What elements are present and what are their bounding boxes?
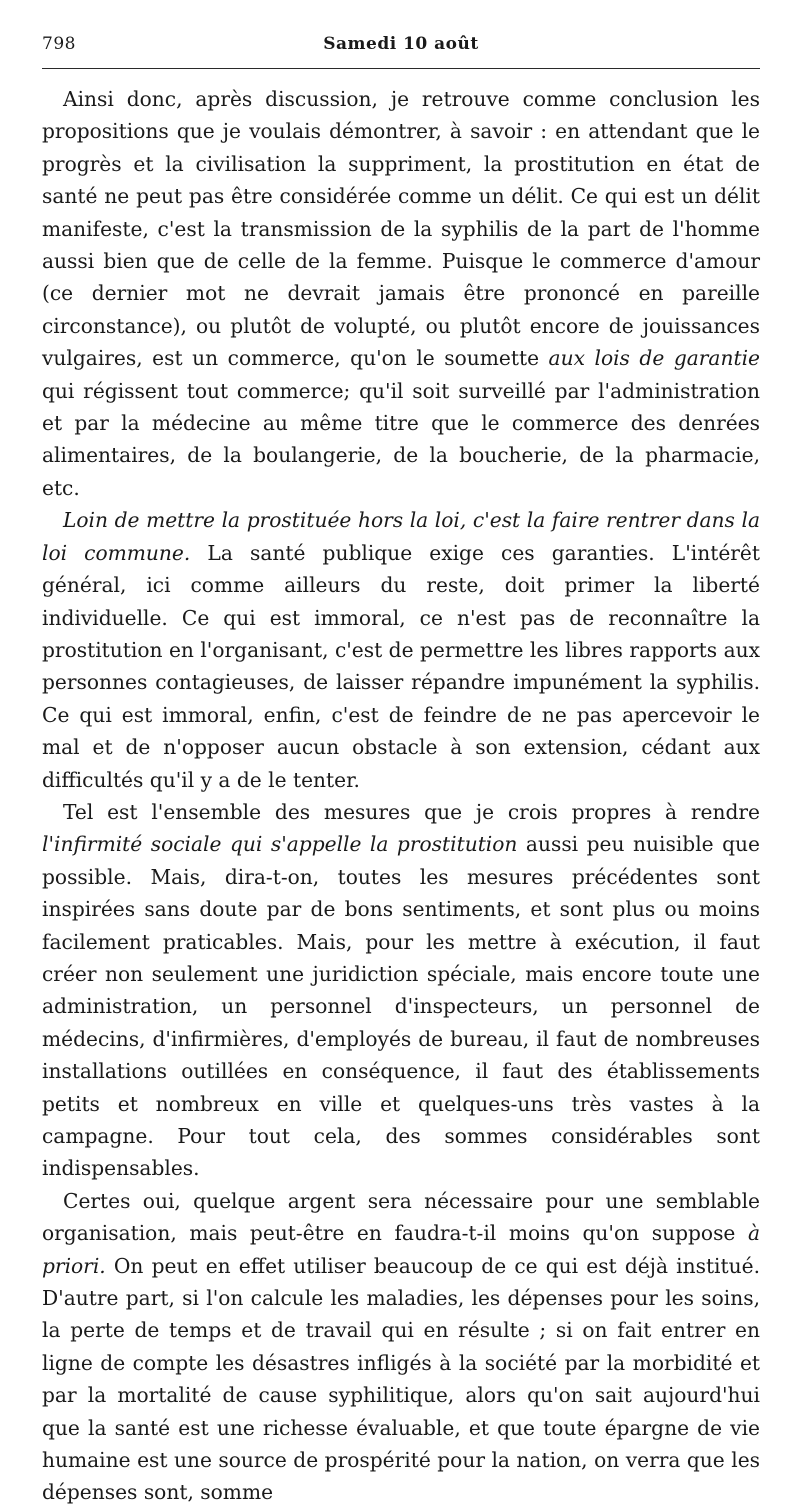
paragraph-text: qui régissent tout commerce; qu'il soit surveillé par l'administration et par la médecine au même titre que le commerce des denrées alimentaires, de la boulangerie, de la boucherie, de la pharmacie, etc. [42, 378, 760, 500]
italic-phrase: l'infirmité sociale qui s'appelle la prostitution [42, 832, 518, 857]
paragraph-2 [42, 504, 760, 796]
italic-phrase: aux lois de garantie [548, 346, 760, 371]
italic-phrase: à priori. [42, 1221, 760, 1278]
paragraph-text: Certes oui, quelque argent sera nécessaire pour une semblable organisation, mais peut-être en faudra-t-il moins qu'on suppose [42, 1188, 760, 1246]
body-text [42, 83, 760, 1509]
paragraph-text: On peut en effet utiliser beaucoup de ce qui est déjà institué. D'autre part, si l'on calcule les maladies, les dépenses pour les soins, la perte de temps et de travail qui en résulte ; si on fait entrer en ligne de compte les désastres infligés à la société par la morbidité et par la mortalité de cause syphilitique, alors qu'on sait aujourd'hui que la santé est une richesse évaluable, et que toute épargne de vie humaine est une source de prospérité pour la nation, on verra que les dépenses sont, somme [42, 1253, 760, 1505]
header-rule [42, 68, 760, 69]
paragraph-text: aussi peu nuisible que possible. Mais, dira-t-on, toutes les mesures précédentes sont inspirées sans doute par de bons sentiments, et sont plus ou moins facilement praticables. Mais, pour les mettre à exécution, il faut créer non seulement une juridiction spéciale, mais encore toute une administration, un personnel d'inspecteurs, un personnel de médecins, d'infirmières, d'employés de bureau, il faut de nombreuses installations outillées en conséquence, il faut des établissements petits et nombreux en ville et quelques-uns très vastes à la campagne. Pour tout cela, des sommes considérables sont indispensables. [42, 832, 760, 1181]
paragraph-1 [42, 83, 760, 504]
page-header [42, 28, 760, 62]
paragraph-4 [42, 1185, 760, 1509]
italic-phrase: Loin de mettre la prostituée hors la loi, c'est la faire rentrer dans la loi commune. [42, 508, 760, 565]
page-number: 798 [42, 34, 76, 54]
paragraph-3 [42, 796, 760, 1185]
paragraph-text: Tel est l'ensemble des mesures que je crois propres à rendre [63, 799, 760, 824]
running-head: Samedi 10 août [323, 34, 479, 54]
paragraph-text: La santé publique exige ces garanties. L'intérêt général, ici comme ailleurs du reste, doit primer la liberté individuelle. Ce qui est immoral, ce n'est pas de reconnaître la prostitution en l'organisant, c'est de permettre les libres rapports aux personnes contagieuses, de laisser répandre impunément la syphilis. Ce qui est immoral, enfin, c'est de feindre de ne pas apercevoir le mal et de n'opposer aucun obstacle à son extension, cédant aux difficultés qu'il y a de le tenter. [42, 540, 760, 792]
paragraph-text: Ainsi donc, après discussion, je retrouve comme conclusion les propositions que je voulais démontrer, à savoir : en attendant que le progrès et la civilisation la suppriment, la prostitution en état de santé ne peut pas être considérée comme un délit. Ce qui est un délit manifeste, c'est la transmission de la syphilis de la part de l'homme aussi bien que de celle de la femme. Puisque le commerce d'amour (ce dernier mot ne devrait jamais être prononcé en pareille circonstance), ou plutôt de volupté, ou plutôt encore de jouissances vulgaires, est un commerce, qu'on le soumette [42, 87, 760, 371]
